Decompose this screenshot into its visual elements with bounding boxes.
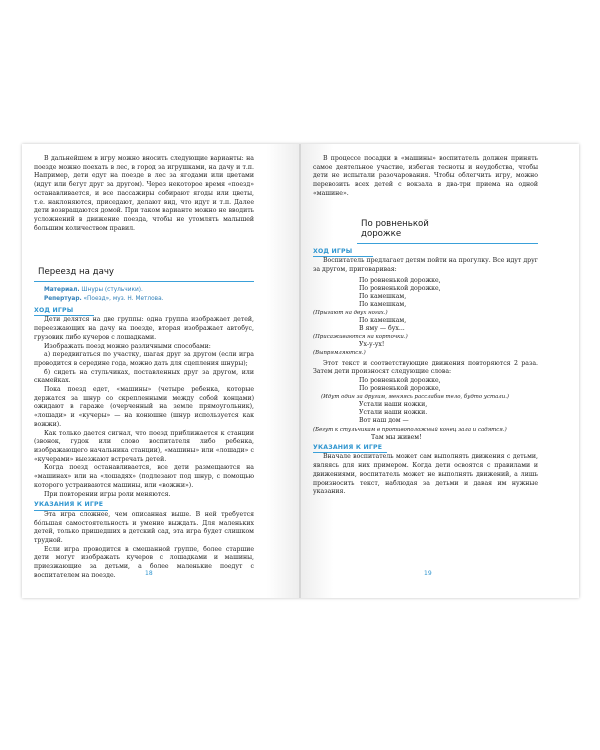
stage-remark: (Присаживаются на корточки.) xyxy=(313,334,408,341)
verse-line: По ровненькой дорожке, xyxy=(359,284,441,292)
stage-remark: (Бегут к стульчикам в противоположный конец зала и садятся.) xyxy=(313,426,507,433)
left-paragraph: Эта игра сложнее, чем описанная выше. В ней требуется бóльшая самостоятельность и умение выждать. Для маленьких детей, только пришедших в детский сад, эта игра будет слишком трудной. xyxy=(34,510,254,545)
verse-line: По камешкам, xyxy=(359,292,407,300)
left-paragraph: б) сидеть на стульчиках, поставленных друг за другом, или скамейках. xyxy=(34,368,254,385)
verse-line: Устали наши ножки, xyxy=(359,401,428,409)
left-subheading-course: ХОД ИГРЫ xyxy=(34,307,94,317)
right-paragraph: Воспитатель предлагает детям пойти на прогулку. Все идут друг за другом, приговаривая: xyxy=(313,257,538,273)
verse-line: По камешкам, xyxy=(359,317,407,325)
left-column xyxy=(34,155,254,581)
verse-line: Устали наши ножки. xyxy=(359,409,428,417)
verse-block xyxy=(313,434,538,442)
book-spine xyxy=(299,144,301,598)
left-page-number: 18 xyxy=(145,570,153,577)
right-intro-paragraph: В процессе посадки в «машины» воспитатель должен принять самое деятельное участие, избегая тесноты и неудобства, чтобы дети не испытали разочарования. Чтобы облегчить игру, можно перевозить всех детей с вокзала в два-три приема на одной «машине». xyxy=(313,155,538,197)
right-heading xyxy=(357,219,538,244)
stage-remark: (Выпрямляются.) xyxy=(313,350,366,357)
left-paragraph: Как только дается сигнал, что поезд приближается к станции (звонок, гудок или слово воспитателя либо ребенка, изображающего начальника станции), «машины» или «лошади» с «кучерами» выезжают встречать детей. xyxy=(34,429,254,463)
right-paragraph: Вначале воспитатель может сам выполнять движения с детьми, являясь для них примером. Когда дети освоятся с правилами и движениями, воспитатель может не выполнять движений, а лишь произносить текст, наблюдая за детьми и давая им нужные указания. xyxy=(313,453,538,496)
verse-block xyxy=(313,341,538,349)
stage-remark: (Прыгают на двух ногах.) xyxy=(313,310,388,316)
verse-line: Вот наш дом — xyxy=(359,417,409,425)
verse-block xyxy=(313,317,538,333)
material-text: Шнуры (стульчики). xyxy=(81,287,143,294)
right-heading-line2: дорожке xyxy=(361,228,402,239)
right-page-number: 19 xyxy=(424,570,432,577)
repertoire-text: «Поезд», муз. Н. Метлова. xyxy=(83,296,164,303)
left-paragraph: Когда поезд останавливается, все дети размещаются на «машинах» или на «лошадях» (подлезают под шнур, с помощью которого устраиваются машины, или «вожжи»). xyxy=(34,464,254,489)
verse-line: По ровненькой дорожке, xyxy=(359,385,441,393)
right-paragraph: Этот текст и соответствующие движения повторяются 2 раза. Затем дети произносят следующие слова: xyxy=(313,359,538,376)
repertoire-label: Репертуар. xyxy=(44,296,82,303)
left-paragraph: а) передвигаться по участку, шагая друг за другом (если игра проводится в середине года, можно дать для сцепления шнуры); xyxy=(34,351,254,367)
left-intro-paragraph: В дальнейшем в игру можно вносить следующие варианты: на поезде можно поехать в лес, в город за игрушками, на дачу и т.п. Например, дети едут на поезде в лес за ягодами или цветами (идут или бегут друг за другом). Через некоторое время «поезд» останавливается, и все пассажиры собирают ягоды или цветы, т.е. наклоняются, приседают, делают вид, что идут и т.п. Далее дети возвращаются домой. При таком варианте можно не вводить усложнений в движение поезда, чтобы не утомлять малышей большим количеством правил. xyxy=(34,155,254,232)
left-paragraph: Если игра проводится в смешанной группе, более старшие дети могут изображать кучеров с лошадками и машины, приезжающие за детьми, а более маленькие поедут с воспитателем на поезде. xyxy=(34,545,254,579)
verse-block xyxy=(313,401,538,425)
left-subheading-instructions: УКАЗАНИЯ К ИГРЕ xyxy=(34,501,108,511)
material-line xyxy=(34,286,254,303)
verse-line: В яму — бух... xyxy=(359,325,405,333)
verse-block xyxy=(313,277,538,309)
left-paragraph: Пока поезд едет, «машины» (четыре ребенка, которые держатся за шнур со скрепленными между собой концами) ожидают в гараже (очерченный на земле прямоугольник), «лошади» и «кучеры» — на конюшне (шнур используется как вожжи). xyxy=(34,386,254,428)
verse-line: Там мы живем! xyxy=(371,433,422,441)
right-subheading-instructions: УКАЗАНИЯ К ИГРЕ xyxy=(313,444,387,454)
verse-block xyxy=(313,377,538,393)
right-subheading-course: ХОД ИГРЫ xyxy=(313,248,373,258)
left-paragraph: При повторении игры роли меняются. xyxy=(44,490,171,498)
verse-line: По ровненькой дорожке, xyxy=(359,276,441,284)
verse-line: По камешкам, xyxy=(359,300,407,308)
material-label: Материал. xyxy=(44,287,80,294)
stage-remark: (Идут один за другим, меняясь расслабив тело, будто устали.) xyxy=(321,394,510,401)
left-paragraph: Изображать поезд можно различными способами: xyxy=(44,342,211,350)
right-heading-line1: По ровненькой xyxy=(361,218,429,229)
verse-line: По ровненькой дорожке, xyxy=(359,376,441,384)
left-heading: Переезд на дачу xyxy=(34,267,254,282)
right-column xyxy=(313,155,538,497)
verse-line: Ух-у-ух! xyxy=(359,341,385,349)
left-paragraph: Дети делятся на две группы: одна группа изображает детей, переезжающих на дачу на поезде, вторая изображает автобус, грузовик либо кучеров с лошадками. xyxy=(34,316,254,341)
